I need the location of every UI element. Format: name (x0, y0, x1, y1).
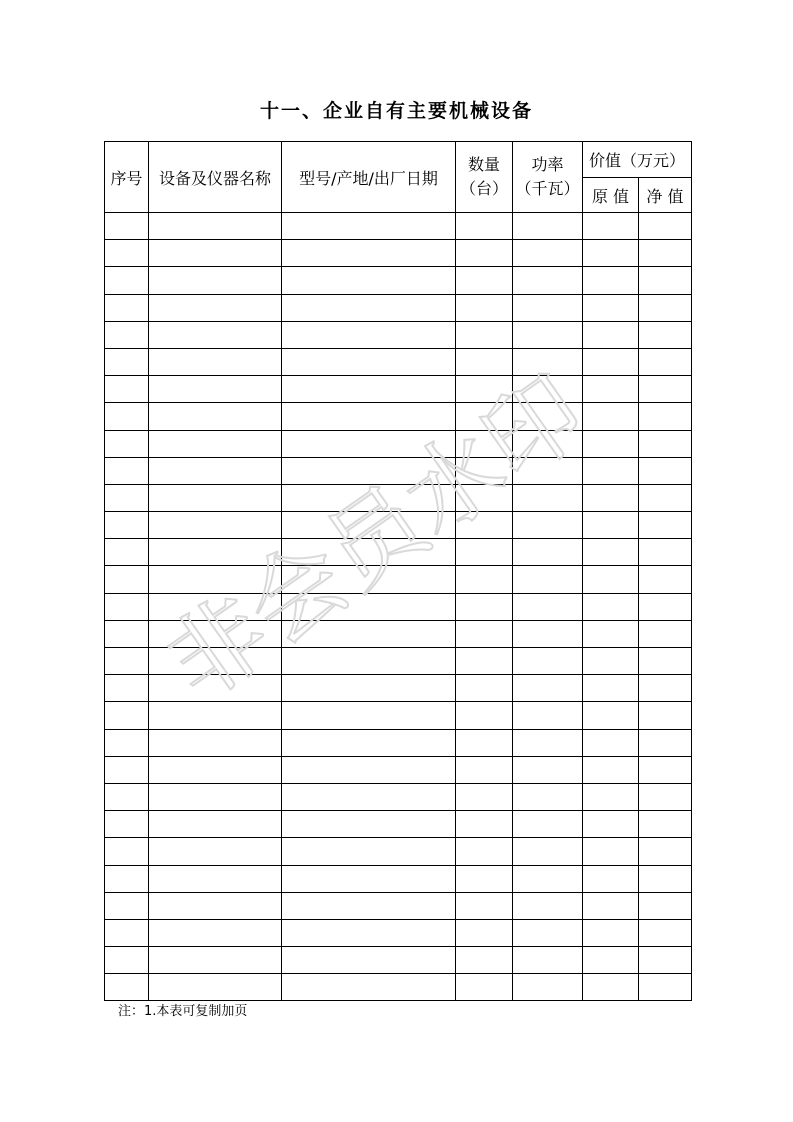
table-cell (583, 919, 639, 946)
table-row (105, 593, 692, 620)
table-row (105, 620, 692, 647)
table-cell (583, 294, 639, 321)
table-cell (456, 675, 513, 702)
table-cell (282, 403, 456, 430)
table-cell (513, 294, 583, 321)
table-cell (583, 947, 639, 974)
table-cell (456, 376, 513, 403)
table-cell (105, 811, 149, 838)
table-cell (105, 430, 149, 457)
table-cell (513, 539, 583, 566)
table-cell (513, 783, 583, 810)
table-cell (282, 865, 456, 892)
table-cell (282, 267, 456, 294)
table-row (105, 267, 692, 294)
table-cell (105, 892, 149, 919)
table-cell (282, 919, 456, 946)
table-cell (105, 566, 149, 593)
table-cell (105, 947, 149, 974)
table-row (105, 756, 692, 783)
table-cell (149, 539, 282, 566)
table-cell (456, 430, 513, 457)
table-cell (282, 294, 456, 321)
table-cell (513, 729, 583, 756)
table-cell (282, 702, 456, 729)
table-cell (149, 620, 282, 647)
table-cell (639, 947, 692, 974)
table-row (105, 675, 692, 702)
table-cell (639, 512, 692, 539)
table-row (105, 213, 692, 240)
table-cell (456, 702, 513, 729)
table-cell (583, 620, 639, 647)
table-cell (456, 267, 513, 294)
table-cell (513, 484, 583, 511)
table-cell (639, 756, 692, 783)
table-cell (513, 593, 583, 620)
table-cell (105, 783, 149, 810)
table-cell (513, 865, 583, 892)
table-cell (149, 892, 282, 919)
table-cell (639, 403, 692, 430)
table-cell (513, 321, 583, 348)
table-cell (282, 566, 456, 593)
table-cell (583, 457, 639, 484)
table-cell (583, 484, 639, 511)
table-row (105, 240, 692, 267)
table-cell (149, 919, 282, 946)
table-cell (149, 729, 282, 756)
table-cell (282, 756, 456, 783)
table-cell (639, 811, 692, 838)
table-cell (282, 240, 456, 267)
table-cell (456, 348, 513, 375)
table-cell (456, 213, 513, 240)
table-cell (583, 783, 639, 810)
header-quantity-unit: （台） (459, 179, 508, 198)
table-cell (583, 512, 639, 539)
table-cell (456, 648, 513, 675)
table-cell (583, 213, 639, 240)
table-cell (513, 240, 583, 267)
table-cell (149, 648, 282, 675)
table-cell (149, 484, 282, 511)
table-cell (639, 321, 692, 348)
table-cell (639, 702, 692, 729)
table-cell (149, 947, 282, 974)
table-row (105, 457, 692, 484)
table-cell (583, 267, 639, 294)
table-cell (639, 566, 692, 593)
table-row (105, 294, 692, 321)
table-cell (456, 838, 513, 865)
table-cell (583, 321, 639, 348)
table-row (105, 702, 692, 729)
table-cell (583, 974, 639, 1001)
table-cell (456, 403, 513, 430)
table-cell (149, 267, 282, 294)
table-cell (105, 702, 149, 729)
table-cell (456, 512, 513, 539)
page-title: 十一、企业自有主要机械设备 (259, 100, 533, 122)
table-cell (149, 838, 282, 865)
header-equipment-name: 设备及仪器名称 (149, 142, 282, 213)
header-quantity (456, 142, 513, 213)
table-cell (513, 566, 583, 593)
table-cell (639, 648, 692, 675)
table-cell (105, 865, 149, 892)
table-cell (513, 457, 583, 484)
table-cell (639, 729, 692, 756)
table-cell (456, 865, 513, 892)
table-cell (105, 403, 149, 430)
table-cell (105, 512, 149, 539)
table-cell (282, 348, 456, 375)
table-cell (282, 321, 456, 348)
table-cell (639, 430, 692, 457)
table-cell (149, 213, 282, 240)
table-cell (282, 974, 456, 1001)
table-row (105, 919, 692, 946)
watermark-text: 非会员水印 (147, 354, 605, 722)
table-cell (282, 593, 456, 620)
table-cell (282, 648, 456, 675)
header-model-origin-date: 型号/产地/出厂日期 (282, 142, 456, 213)
table-cell (105, 648, 149, 675)
header-power-label: 功率 (531, 155, 564, 174)
table-row (105, 484, 692, 511)
table-cell (149, 783, 282, 810)
table-cell (639, 267, 692, 294)
footnote: 注：1.本表可复制加页 (118, 1004, 248, 1019)
table-row (105, 974, 692, 1001)
table-cell (149, 240, 282, 267)
table-cell (583, 702, 639, 729)
table-cell (282, 811, 456, 838)
table-cell (513, 376, 583, 403)
table-cell (639, 919, 692, 946)
table-cell (105, 267, 149, 294)
table-cell (513, 512, 583, 539)
table-cell (456, 321, 513, 348)
table-cell (149, 865, 282, 892)
table-cell (583, 376, 639, 403)
table-cell (149, 566, 282, 593)
table-cell (583, 811, 639, 838)
table-cell (282, 539, 456, 566)
table-cell (639, 213, 692, 240)
table-row (105, 512, 692, 539)
table-cell (513, 648, 583, 675)
table-cell (149, 974, 282, 1001)
table-cell (149, 512, 282, 539)
table-cell (456, 947, 513, 974)
table-cell (282, 457, 456, 484)
table-row (105, 430, 692, 457)
table-cell (456, 729, 513, 756)
table-row (105, 783, 692, 810)
table-cell (513, 919, 583, 946)
table-cell (639, 838, 692, 865)
table-cell (149, 593, 282, 620)
header-original-value: 原 值 (583, 178, 639, 213)
table-cell (105, 213, 149, 240)
table-cell (456, 484, 513, 511)
table-cell (513, 974, 583, 1001)
table-row (105, 403, 692, 430)
table-cell (583, 539, 639, 566)
table-cell (149, 675, 282, 702)
table-body (105, 213, 692, 1001)
table-cell (456, 892, 513, 919)
table-cell (583, 838, 639, 865)
table-cell (639, 620, 692, 647)
table-cell (583, 348, 639, 375)
table-cell (456, 240, 513, 267)
table-cell (282, 729, 456, 756)
table-cell (105, 240, 149, 267)
table-cell (513, 675, 583, 702)
table-row (105, 348, 692, 375)
table-cell (513, 267, 583, 294)
table-cell (105, 838, 149, 865)
table-cell (105, 675, 149, 702)
table-cell (149, 294, 282, 321)
table-cell (105, 539, 149, 566)
table-cell (456, 457, 513, 484)
table-cell (583, 403, 639, 430)
table-row (105, 376, 692, 403)
table-cell (639, 294, 692, 321)
header-seq: 序号 (105, 142, 149, 213)
table-cell (456, 593, 513, 620)
table-cell (282, 430, 456, 457)
table-cell (149, 457, 282, 484)
table-cell (105, 620, 149, 647)
table-cell (149, 811, 282, 838)
table-row (105, 539, 692, 566)
table-cell (105, 593, 149, 620)
table-cell (282, 213, 456, 240)
table-cell (639, 484, 692, 511)
table-cell (583, 430, 639, 457)
table-cell (513, 947, 583, 974)
header-power-unit: （千瓦） (515, 179, 580, 198)
table-cell (583, 892, 639, 919)
table-cell (456, 620, 513, 647)
table-cell (149, 321, 282, 348)
table-cell (105, 294, 149, 321)
table-cell (105, 974, 149, 1001)
table-row (105, 566, 692, 593)
table-cell (456, 783, 513, 810)
table-row (105, 648, 692, 675)
table-cell (105, 376, 149, 403)
table-cell (282, 675, 456, 702)
table-row (105, 729, 692, 756)
table-cell (513, 403, 583, 430)
table-cell (513, 838, 583, 865)
table-cell (105, 729, 149, 756)
table-cell (639, 348, 692, 375)
table-cell (639, 593, 692, 620)
table-cell (639, 675, 692, 702)
table-cell (583, 240, 639, 267)
table-cell (282, 376, 456, 403)
table-row (105, 838, 692, 865)
table-cell (513, 892, 583, 919)
table-cell (149, 403, 282, 430)
table-cell (456, 294, 513, 321)
table-row (105, 811, 692, 838)
table-cell (456, 919, 513, 946)
table-cell (282, 512, 456, 539)
table-cell (282, 838, 456, 865)
header-value-group: 价值（万元） (583, 142, 692, 178)
table-cell (583, 756, 639, 783)
table-cell (639, 865, 692, 892)
table-cell (149, 376, 282, 403)
table-cell (639, 457, 692, 484)
table-row (105, 892, 692, 919)
table-cell (105, 348, 149, 375)
table-cell (456, 811, 513, 838)
equipment-table (104, 141, 692, 1001)
table-cell (639, 783, 692, 810)
table-cell (105, 756, 149, 783)
table-cell (583, 865, 639, 892)
table-cell (583, 648, 639, 675)
table-cell (513, 348, 583, 375)
table-cell (456, 539, 513, 566)
table-cell (456, 756, 513, 783)
table-cell (456, 566, 513, 593)
table-cell (513, 620, 583, 647)
table-cell (583, 729, 639, 756)
table-cell (639, 974, 692, 1001)
table-cell (282, 783, 456, 810)
table-cell (513, 430, 583, 457)
table-cell (282, 620, 456, 647)
table-cell (105, 484, 149, 511)
table-cell (513, 811, 583, 838)
table-cell (639, 539, 692, 566)
table-cell (639, 240, 692, 267)
table-cell (583, 675, 639, 702)
table-row (105, 865, 692, 892)
table-cell (282, 484, 456, 511)
header-net-value: 净 值 (639, 178, 692, 213)
table-row (105, 947, 692, 974)
table-cell (513, 213, 583, 240)
table-cell (282, 892, 456, 919)
table-cell (105, 457, 149, 484)
header-quantity-label: 数量 (467, 155, 500, 174)
table-cell (513, 756, 583, 783)
table-cell (282, 947, 456, 974)
table-cell (639, 892, 692, 919)
table-cell (149, 702, 282, 729)
table-cell (105, 321, 149, 348)
table-cell (149, 756, 282, 783)
table-cell (639, 376, 692, 403)
table-cell (149, 348, 282, 375)
header-power (513, 142, 583, 213)
table-cell (105, 919, 149, 946)
table-cell (149, 430, 282, 457)
table-cell (583, 566, 639, 593)
table-cell (456, 974, 513, 1001)
table-row (105, 321, 692, 348)
table-cell (513, 702, 583, 729)
table-cell (583, 593, 639, 620)
